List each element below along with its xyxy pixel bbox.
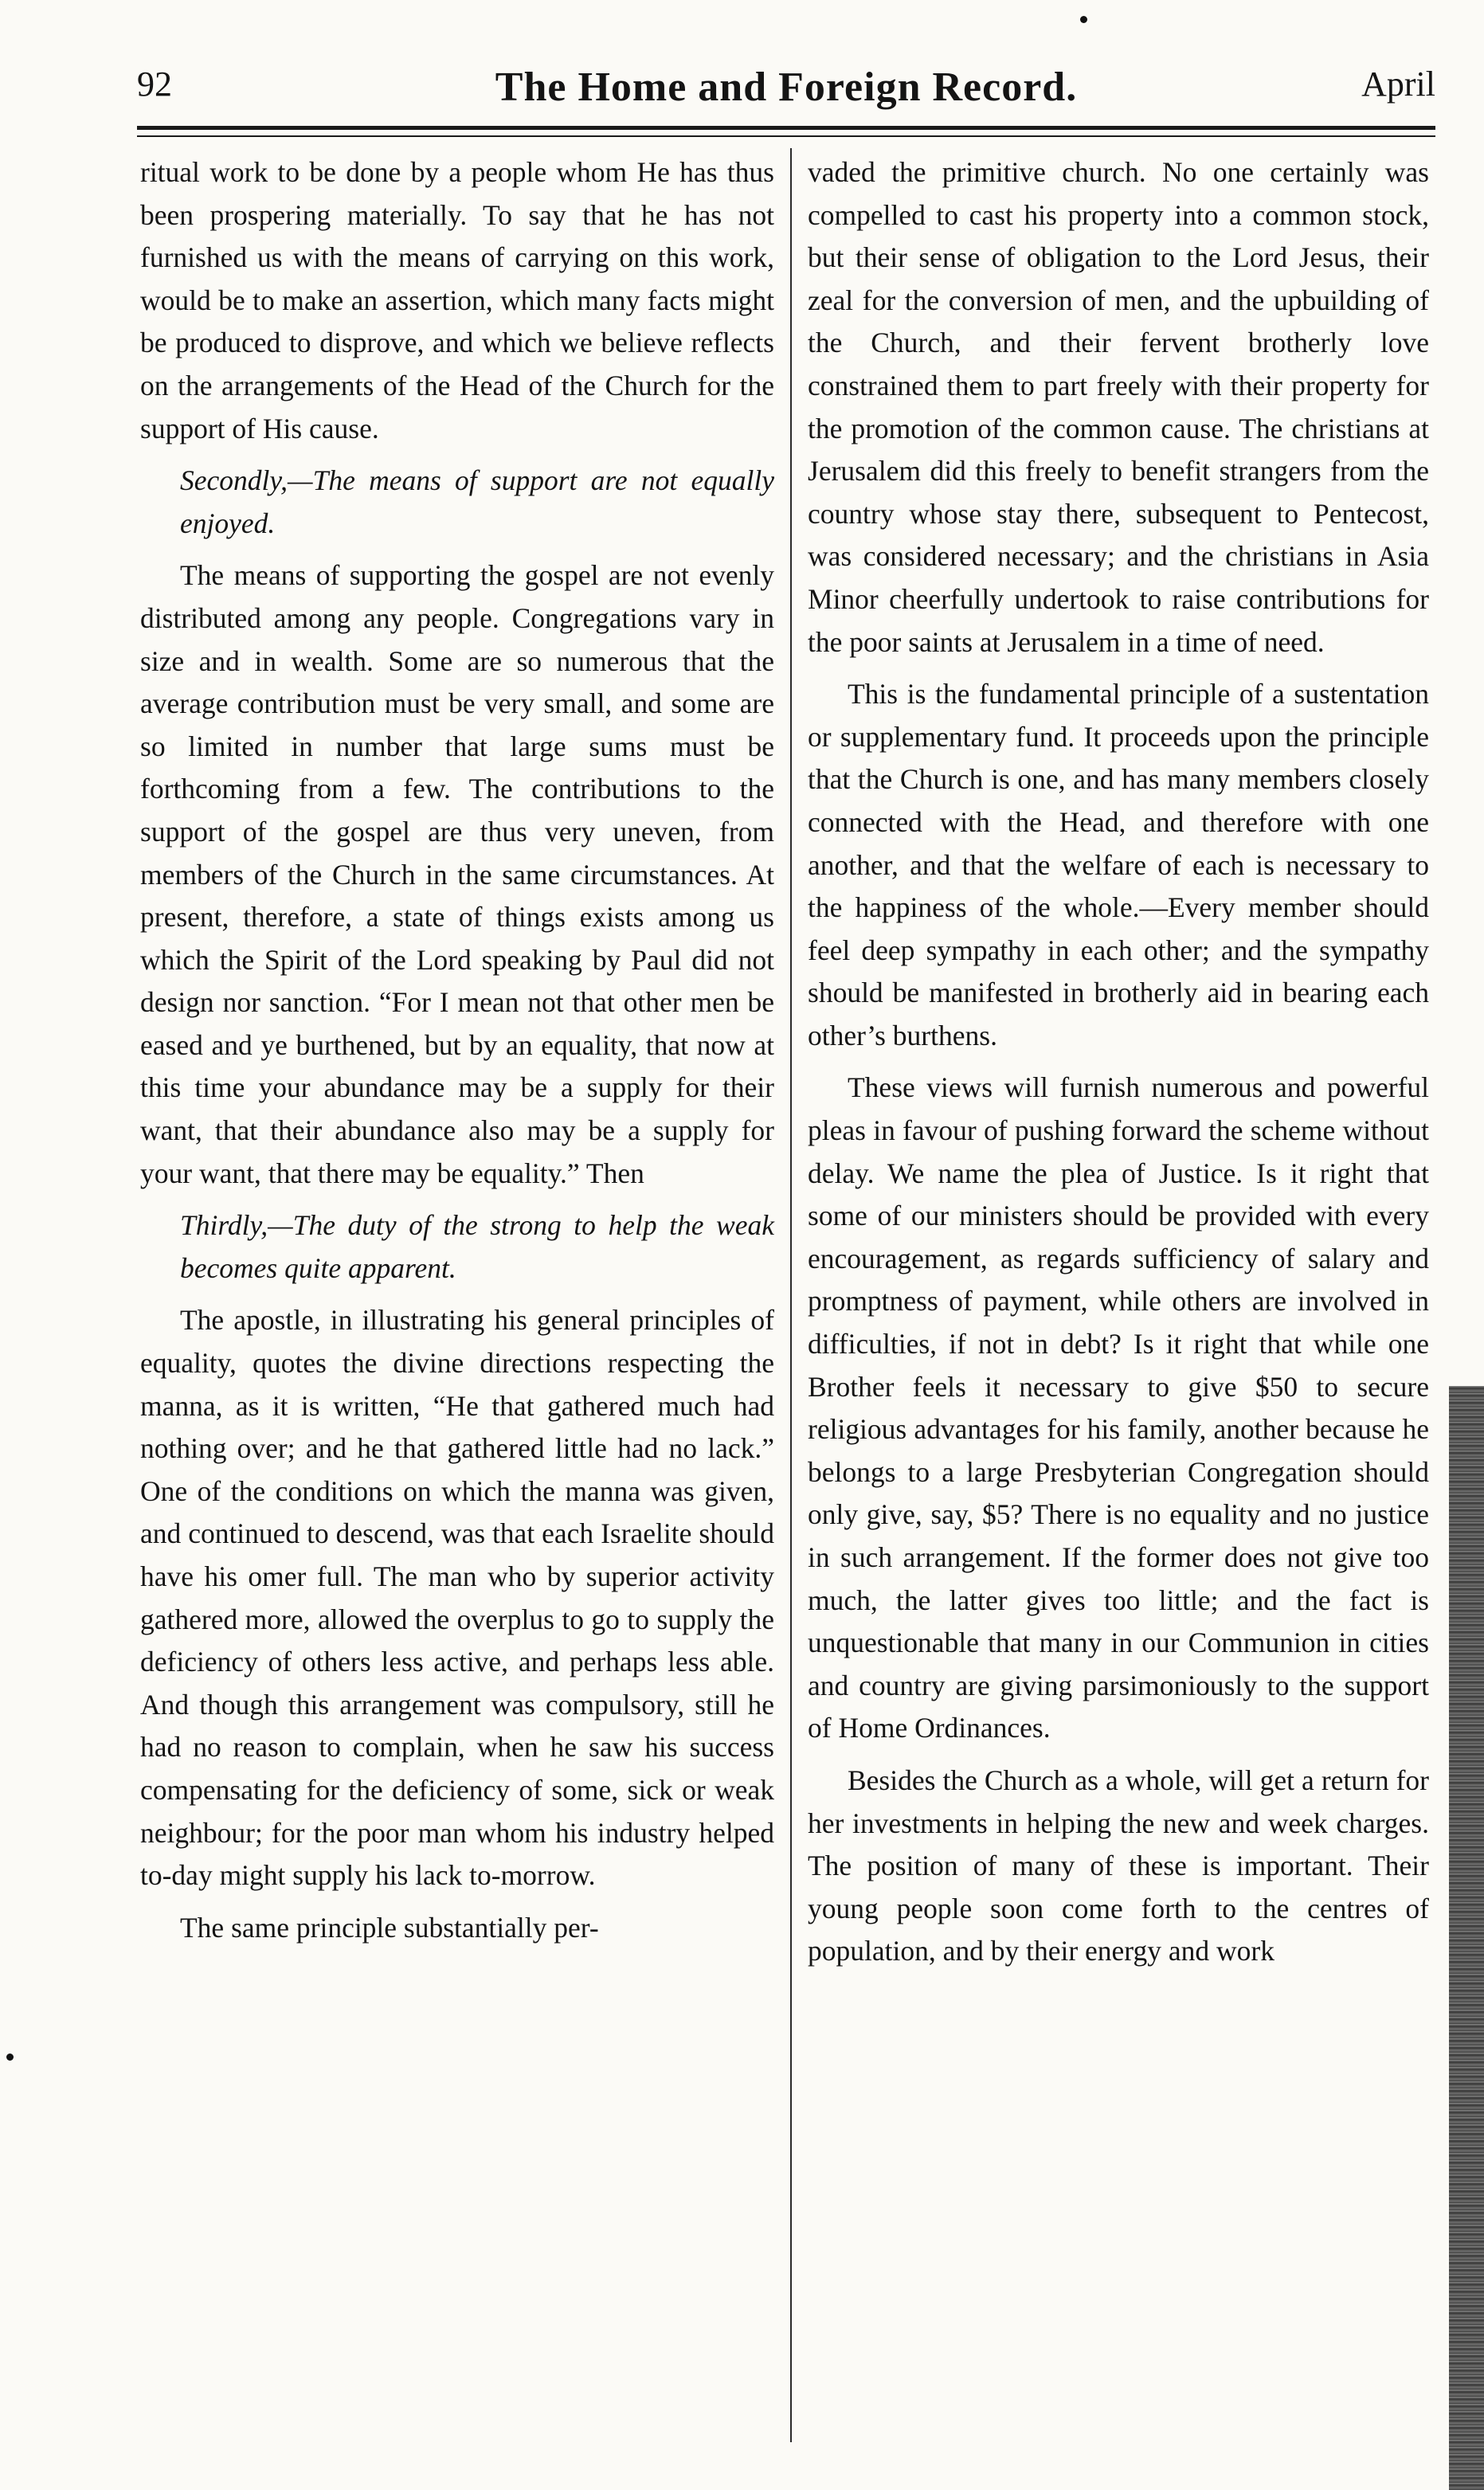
running-title: The Home and Foreign Record. xyxy=(495,65,1078,110)
scan-speck xyxy=(6,2053,14,2061)
header-rule-thick xyxy=(137,126,1435,130)
scan-edge-artifact xyxy=(1449,1386,1484,2490)
right-column xyxy=(808,151,1429,1983)
left-paragraph: The same principle substantially per- xyxy=(180,1911,599,1944)
left-column xyxy=(140,151,774,1959)
column-divider xyxy=(790,148,792,2442)
right-paragraph-continued: vaded the primitive church. No one certainly was compelled to cast his property into a common stock, but their sense of obligation to the Lord Jesus, their zeal for the conversion of men, and the upbuilding of the Church, and their fervent brotherly love constrained them to part freely with their property for the promotion of the common cause. The christians at Jerusalem did this freely to benefit strangers from the country whose stay there, subsequent to Pentecost, was considered necessary; and the christians in Asia Minor cheerfully undertook to raise contributions for the poor saints at Jerusalem in a time of need. xyxy=(808,156,1429,658)
scan-speck xyxy=(1080,16,1087,23)
right-paragraph: Besides the Church as a whole, will get a return for her investments in helping the new and week charges. The position of many of these is important. Their young people soon come forth to the centres of population, and by their energy and work xyxy=(808,1764,1429,1967)
left-paragraph: The means of supporting the gospel are not evenly distributed among any people. Congregations vary in size and in wealth. Some are so numerous that the average contribution must be very small, and some are so limited in number that large sums must be forthcoming from a few. The contributions to the support of the gospel are thus very uneven, from members of the Church in the same circumstances. At present, therefore, a state of things exists among us which the Spirit of the Lord speaking by Paul did not design nor sanction. “For I mean not that other men be eased and ye burthened, but by an equality, that now at this time your abundance may be a supply for their want, that their abundance also may be a supply for your want, that there may be equality.” Then xyxy=(140,559,774,1189)
left-paragraph-continued: ritual work to be done by a people whom He has thus been prospering materially. To say that he has not furnished us with the means of carrying on this work, would be to make an assertion, which many facts might be produced to disprove, and which we believe reflects on the arrangements of the Head of the Church for the support of His cause. xyxy=(140,156,774,444)
left-paragraph: The apostle, in illustrating his general principles of equality, quotes the divine directions respecting the manna, as it is written, “He that gathered much had nothing over; and he that gathered little had no lack.” One of the conditions on which the manna was given, and continued to descend, was that each Israelite should have his omer full. The man who by superior activity gathered more, allowed the overplus to go to supply the deficiency of others less active, and perhaps less able. And though this arrangement was compulsory, still he had no reason to complain, when he saw his success compensating for the deficiency of some, sick or weak neighbour; for the poor man whom his industry helped to-day might supply his lack to-morrow. xyxy=(140,1304,774,1892)
header-rule-thin xyxy=(137,135,1435,137)
page-header xyxy=(137,64,1435,119)
left-section-heading: Secondly,—The means of support are not equally enjoyed. xyxy=(180,464,774,539)
right-paragraph: This is the fundamental principle of a sustentation or supplementary fund. It proceeds upon the principle that the Church is one, and has many members closely connected with the Head, and therefore with one another, and that the welfare of each is necessary to the happiness of the whole.—Every member should feel deep sympathy in each other; and the sympathy should be manifested in brotherly aid in bearing each other’s burthens. xyxy=(808,678,1429,1051)
left-section-heading: Thirdly,—The duty of the strong to help the weak becomes quite apparent. xyxy=(180,1209,774,1284)
issue-month: April xyxy=(1361,65,1435,104)
right-paragraph: These views will furnish numerous and powerful pleas in favour of pushing forward the scheme without delay. We name the plea of Justice. Is it right that some of our ministers should be provided with every encouragement, as regards sufficiency of salary and promptness of payment, while others are involved in difficulties, if not in debt? Is it right that while one Brother feels it necessary to give $50 to secure religious advantages for his family, another because he belongs to a large Presbyterian Congregation should only give, say, $5? There is no equality and no justice in such arrangement. If the former does not give too much, the latter gives too little; and the fact is unquestionable that many in our Communion in cities and country are giving parsimoniously to the support of Home Ordinances. xyxy=(808,1071,1429,1744)
page-number: 92 xyxy=(137,65,172,104)
